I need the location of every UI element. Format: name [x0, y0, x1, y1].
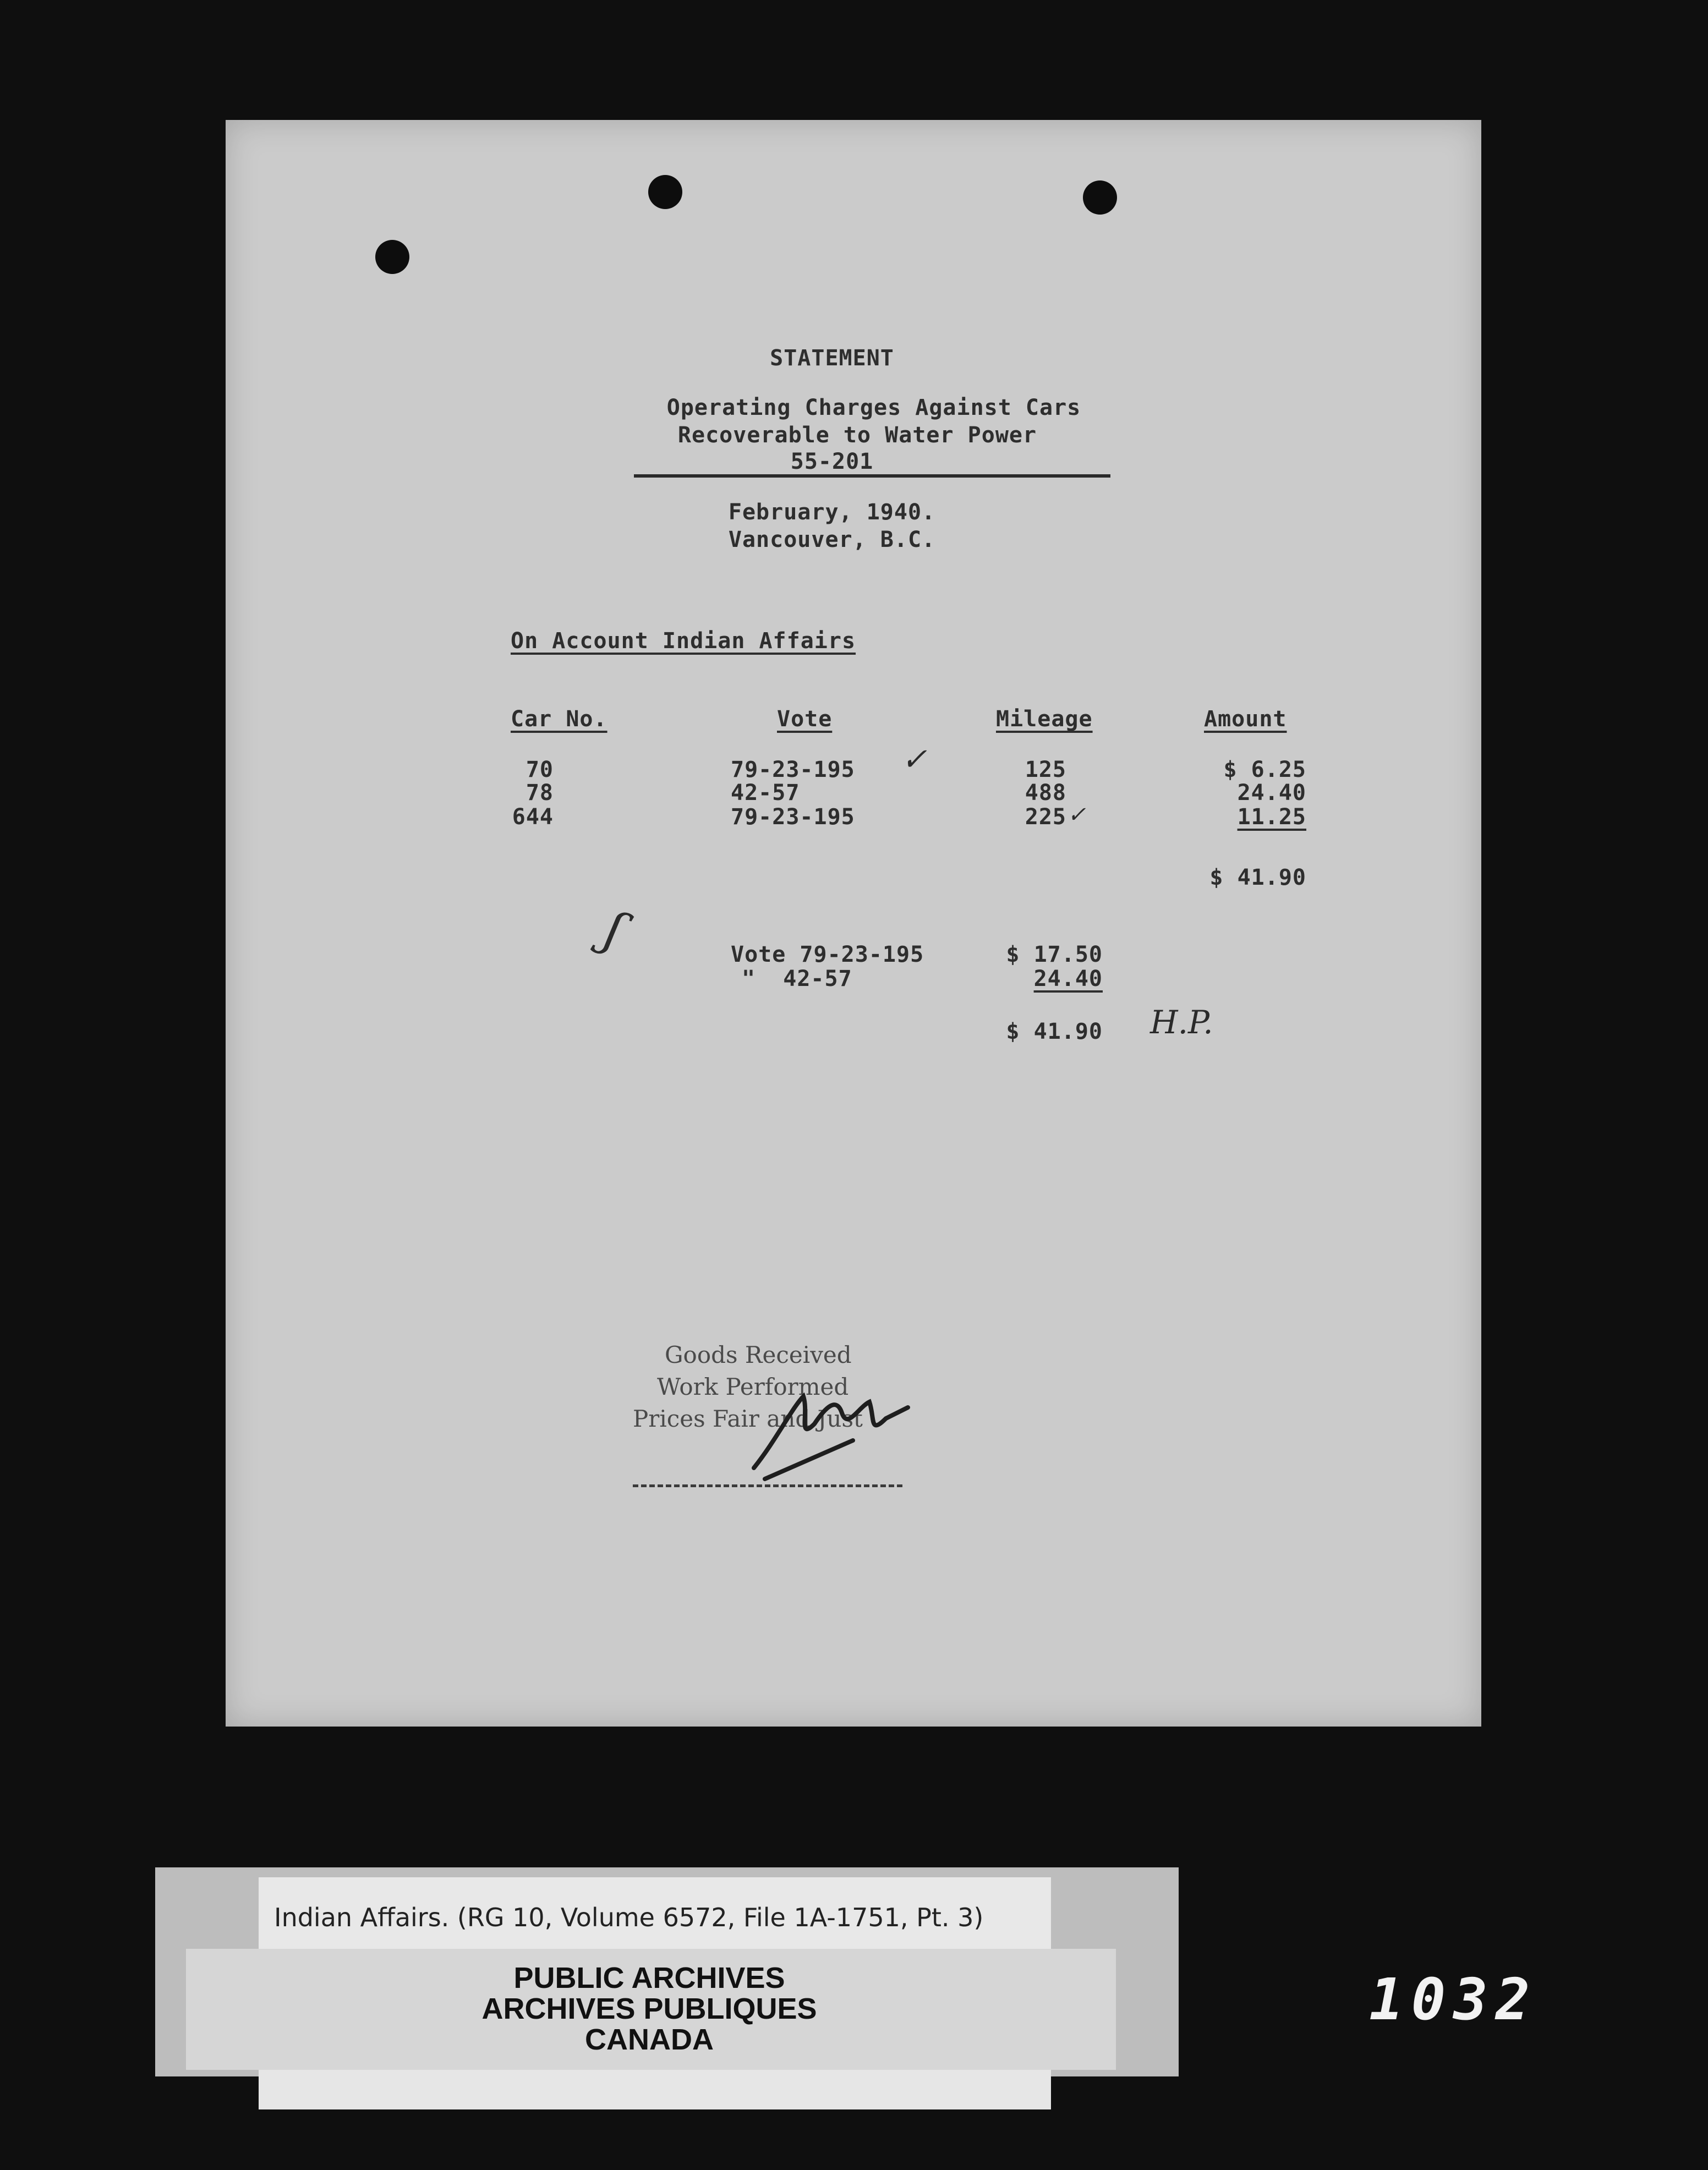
archive-name-line-2: ARCHIVES PUBLIQUES [481, 1992, 817, 2025]
header-rule [634, 474, 1110, 478]
row-3-mileage: 225 [1025, 804, 1066, 830]
statement-subtitle-line-3: 55-201 [790, 449, 874, 474]
statement-place: Vancouver, B.C. [728, 527, 936, 552]
statement-subtitle-line-2: Recoverable to Water Power [677, 423, 1037, 448]
stamp-line-3: Prices Fair and Just [633, 1405, 863, 1432]
row-3-amount: 11.25 [1237, 804, 1306, 830]
vote-summary-row-1-label: Vote 79-23-195 [731, 942, 924, 967]
punch-hole-middle [648, 175, 682, 209]
row-2-car: 78 [525, 780, 554, 805]
row-1-mileage: 125 [1025, 757, 1066, 782]
row-2-vote: 42-57 [731, 780, 800, 805]
row-1-car: 70 [525, 757, 554, 782]
header-amount: Amount [1204, 706, 1287, 732]
archive-label-under-strip [259, 2070, 1051, 2109]
archive-name-line-1: PUBLIC ARCHIVES [513, 1961, 785, 1994]
document-sheet [226, 120, 1481, 1727]
signature-line [633, 1484, 902, 1487]
check-mark-row-3: ✓ [1068, 802, 1086, 828]
stamp-line-1: Goods Received [665, 1341, 852, 1368]
header-vote: Vote [777, 706, 833, 732]
table-total: $ 41.90 [1209, 865, 1306, 890]
check-mark-row-1: ✓ [901, 742, 927, 777]
vote-summary-row-1-amount: $ 17.50 [1006, 942, 1103, 967]
statement-date: February, 1940. [728, 500, 936, 525]
vote-summary-row-2-amount: 24.40 [1033, 966, 1103, 991]
stamp-line-2: Work Performed [657, 1373, 849, 1400]
frame-number: 1032 [1369, 1966, 1538, 2033]
row-3-vote: 79-23-195 [731, 804, 855, 830]
row-1-vote: 79-23-195 [731, 757, 855, 782]
punch-hole-right [1083, 180, 1117, 215]
archive-reference: Indian Affairs. (RG 10, Volume 6572, File 1A-1751, Pt. 3) [274, 1903, 984, 1932]
statement-title: STATEMENT [770, 346, 894, 371]
row-2-amount: 24.40 [1237, 780, 1306, 805]
row-2-mileage: 488 [1025, 780, 1066, 805]
row-3-car: 644 [512, 804, 554, 830]
vote-summary-total: $ 41.90 [1006, 1019, 1103, 1044]
handwritten-initials: H.P. [1150, 1004, 1213, 1041]
archive-name-line-3: CANADA [585, 2023, 714, 2056]
header-mileage: Mileage [996, 706, 1093, 732]
punch-hole-left [375, 240, 409, 274]
section-title: On Account Indian Affairs [511, 628, 856, 654]
statement-subtitle-line-1: Operating Charges Against Cars [666, 395, 1081, 420]
row-1-amount: $ 6.25 [1223, 757, 1306, 782]
header-car-no: Car No. [511, 706, 607, 732]
signature [743, 1374, 919, 1484]
margin-mark: ʃ [598, 900, 631, 960]
vote-summary-row-2-label: " 42-57 [742, 966, 852, 991]
